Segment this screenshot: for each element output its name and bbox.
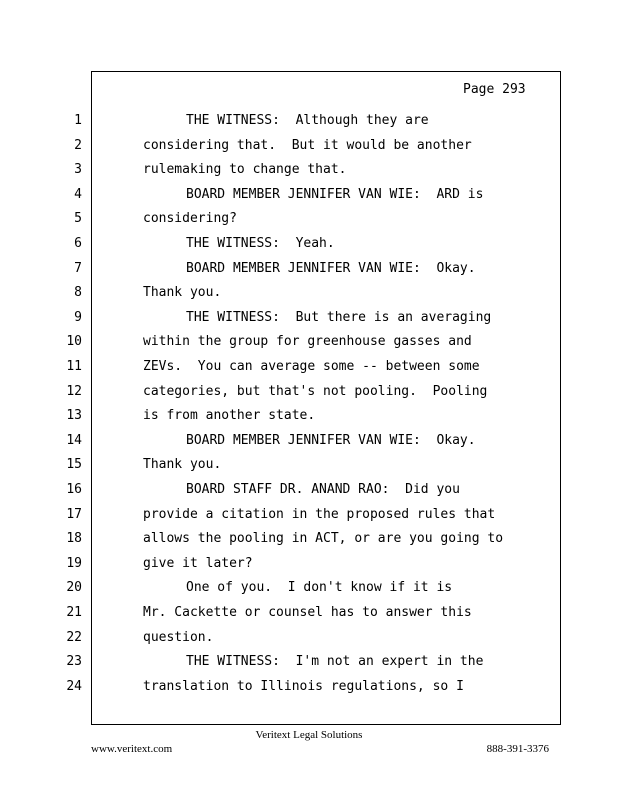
line-number: 24 (66, 678, 82, 694)
line-number: 14 (66, 432, 82, 448)
line-number: 16 (66, 482, 82, 497)
line-text: considering that. But it would be another (143, 137, 472, 153)
transcript-line (0, 679, 618, 697)
line-number: 5 (74, 211, 82, 227)
transcript-line (0, 113, 618, 131)
line-text: BOARD MEMBER JENNIFER VAN WIE: Okay. (186, 260, 476, 276)
line-text: Thank you. (143, 457, 222, 473)
line-number: 17 (66, 506, 82, 522)
transcript-line (0, 359, 618, 377)
transcript-line (0, 138, 618, 156)
line-text: Mr. Cackette or counsel has to answer this (143, 605, 472, 620)
line-text: BOARD MEMBER JENNIFER VAN WIE: Okay. (186, 432, 476, 448)
transcript-line (0, 482, 618, 500)
transcript-line (0, 507, 618, 525)
line-number: 18 (66, 531, 82, 547)
line-number: 4 (74, 186, 82, 202)
line-number: 20 (66, 580, 82, 596)
line-number: 6 (74, 236, 82, 251)
line-text: allows the pooling in ACT, or are you going to (143, 531, 504, 547)
line-number: 19 (66, 555, 82, 571)
footer-company: Veritext Legal Solutions (255, 729, 363, 741)
line-number: 3 (74, 162, 82, 178)
transcript-line (0, 285, 618, 303)
line-number: 21 (66, 605, 82, 620)
page-number: Page 293 (463, 82, 526, 97)
line-text: translation to Illinois regulations, so I (143, 678, 464, 694)
line-number: 15 (66, 457, 82, 473)
line-text: Thank you. (143, 285, 222, 301)
line-number: 9 (74, 309, 82, 325)
line-number: 8 (74, 285, 82, 301)
transcript-line (0, 187, 618, 205)
line-number: 13 (66, 408, 82, 424)
line-text: THE WITNESS: I'm not an expert in the (186, 654, 484, 670)
line-text: BOARD MEMBER JENNIFER VAN WIE: ARD is (186, 186, 484, 202)
line-text: provide a citation in the proposed rules that (143, 506, 496, 522)
line-text: question. (143, 629, 214, 645)
transcript-line (0, 310, 618, 328)
line-number: 23 (66, 654, 82, 670)
line-text: give it later? (143, 555, 253, 571)
line-number: 2 (74, 137, 82, 153)
line-text: considering? (143, 211, 237, 227)
transcript-line (0, 334, 618, 352)
line-text: THE WITNESS: Although they are (186, 113, 429, 128)
transcript-line (0, 605, 618, 623)
transcript-line (0, 531, 618, 549)
transcript-line (0, 162, 618, 180)
transcript-line (0, 211, 618, 229)
footer-phone: 888-391-3376 (486, 743, 549, 755)
transcript-line (0, 580, 618, 598)
line-text: is from another state. (143, 408, 316, 424)
transcript-line (0, 630, 618, 648)
line-number: 10 (66, 334, 82, 350)
line-text: One of you. I don't know if it is (186, 580, 453, 596)
line-text: within the group for greenhouse gasses and (143, 334, 472, 350)
footer-website: www.veritext.com (91, 743, 173, 755)
line-number: 11 (66, 359, 82, 374)
line-text: rulemaking to change that. (143, 162, 347, 178)
line-text: categories, but that's not pooling. Pooling (143, 383, 488, 399)
line-number: 12 (66, 383, 82, 399)
line-number: 1 (74, 113, 82, 128)
line-text: BOARD STAFF DR. ANAND RAO: Did you (186, 482, 460, 497)
transcript-line (0, 556, 618, 574)
transcript-line (0, 261, 618, 279)
line-number: 7 (74, 260, 82, 276)
transcript-line (0, 457, 618, 475)
transcript-line (0, 384, 618, 402)
transcript-line (0, 654, 618, 672)
transcript-line (0, 236, 618, 254)
line-text: THE WITNESS: Yeah. (186, 236, 335, 251)
line-text: ZEVs. You can average some -- between some (143, 359, 480, 374)
transcript-line (0, 433, 618, 451)
line-text: THE WITNESS: But there is an averaging (186, 309, 492, 325)
line-number: 22 (66, 629, 82, 645)
transcript-line (0, 408, 618, 426)
